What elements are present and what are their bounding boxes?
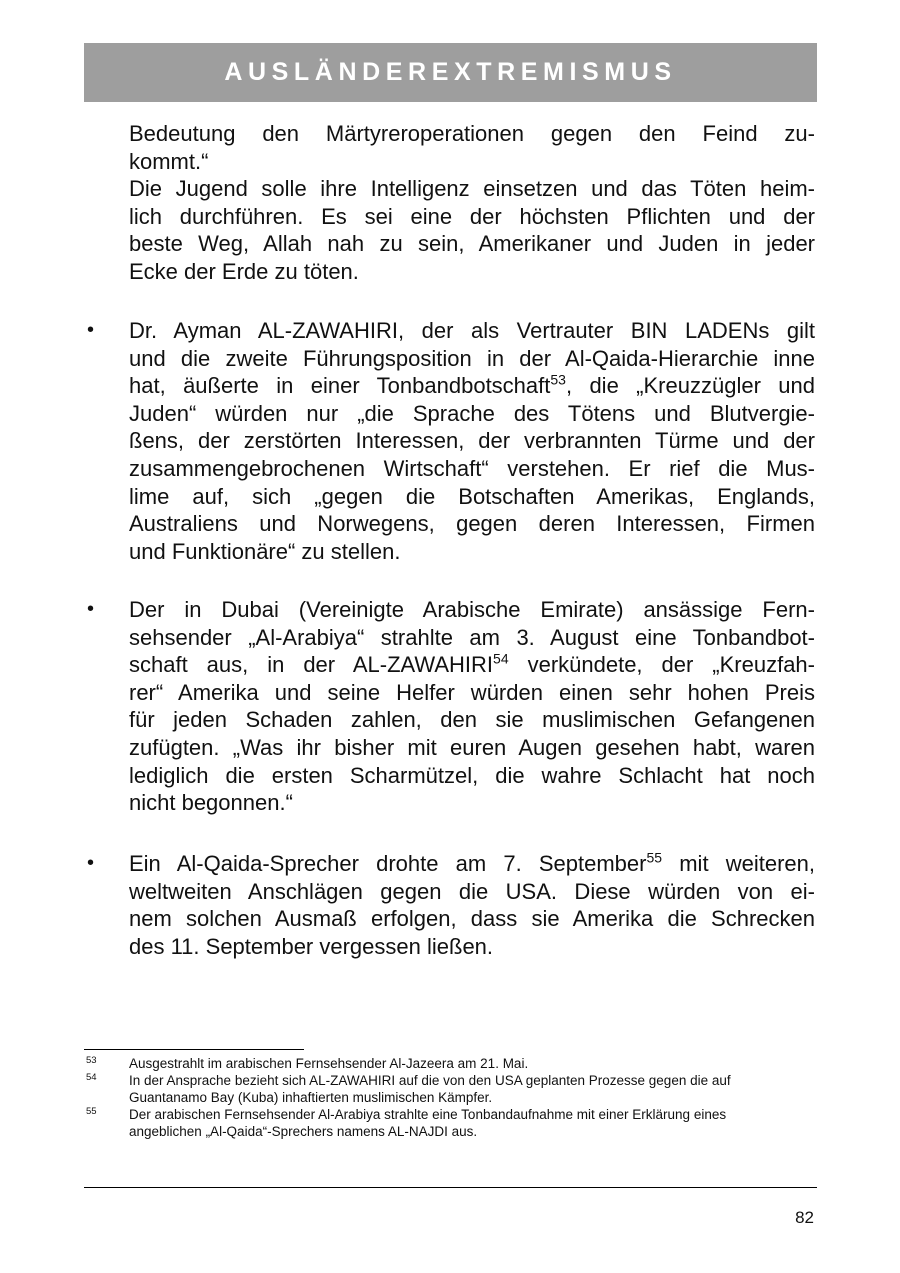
section-header: [84, 43, 817, 102]
bullet-paragraph-zawahiri: [129, 317, 815, 565]
footnote-number: 55: [86, 1106, 97, 1117]
text-line: nem solchen Ausmaß erfolgen, dass sie Amerika die Schrecken: [129, 906, 815, 932]
page-number: 82: [795, 1208, 814, 1227]
text-line: lime auf, sich „gegen die Botschaften Amerikas, Englands,: [129, 483, 815, 509]
bullet-paragraph-spokesman: [129, 850, 815, 960]
text-line: lich durchführen. Es sei eine der höchsten Pflichten und der: [129, 203, 815, 229]
text-line: weltweiten Anschlägen gegen die USA. Diese würden von ei-: [129, 878, 815, 904]
footnote-ref: 55: [646, 849, 663, 866]
text-line: hat, äußerte in einer Tonbandbotschaft$^{53}$, die „Kreuzzügler und: [129, 371, 815, 399]
footnote-text: Guantanamo Bay (Kuba) inhaftierten muslimischen Kämpfer.: [129, 1090, 493, 1105]
text-line: ßens, der zerstörten Interessen, der verbrannten Türme und der: [129, 428, 815, 454]
bullet-marker: •: [87, 598, 95, 620]
footnote-53: [84, 1055, 815, 1072]
text-line: beste Weg, Allah nah zu sein, Amerikaner und Juden in jeder: [129, 231, 815, 257]
footnote-ref: 53: [550, 371, 566, 388]
text-line: Bedeutung den Märtyreroperationen gegen den Feind zu-: [129, 121, 815, 146]
footnote-text: In der Ansprache bezieht sich AL-ZAWAHIRI auf die von den USA geplanten Prozesse gegen die auf: [129, 1073, 731, 1088]
text-line: nicht begonnen.“: [129, 790, 293, 816]
text-line: Der in Dubai (Vereinigte Arabische Emirate) ansässige Fern-: [129, 597, 815, 622]
text-line: für jeden Schaden zahlen, den sie muslimischen Gefangenen: [129, 707, 815, 733]
intro-paragraph: [129, 120, 815, 286]
footnote-text: Ausgestrahlt im arabischen Fernsehsender Al-Jazeera am 21. Mai.: [129, 1056, 529, 1071]
text-line: lediglich die ersten Scharmützel, die wahre Schlacht hat noch: [129, 762, 815, 788]
footnote-text: Der arabischen Fernsehsender Al-Arabiya strahlte eine Tonbandaufnahme mit einer Erklärung eines: [129, 1107, 727, 1122]
text-line: Dr. Ayman AL-ZAWAHIRI, der als Vertrauter BIN LADENs gilt: [129, 318, 815, 343]
text-line: sehsender „Al-Arabiya“ strahlte am 3. August eine Tonbandbot-: [129, 624, 815, 650]
text-line: kommt.“: [129, 148, 209, 174]
text-line: rer“ Amerika und seine Helfer würden einen sehr hohen Preis: [129, 679, 815, 705]
text-line: Australiens und Norwegens, gegen deren Interessen, Firmen: [129, 511, 815, 537]
footnote-divider: [84, 1049, 304, 1050]
text-line: zufügten. „Was ihr bisher mit euren Augen gesehen habt, waren: [129, 734, 815, 760]
section-title: AUSLÄNDEREXTREMISMUS: [224, 58, 677, 86]
footer-divider: [84, 1187, 817, 1188]
footnote-55: [84, 1106, 815, 1140]
text-line: und die zweite Führungsposition in der Al-Qaida-Hierarchie inne: [129, 345, 815, 371]
footnote-54: [84, 1072, 815, 1106]
footnote-number: 54: [86, 1072, 97, 1083]
text-line: Ecke der Erde zu töten.: [129, 258, 359, 284]
text-line: Ein Al-Qaida-Sprecher drohte am 7. September$^{55}$ mit weiteren,: [129, 849, 815, 876]
text-line: Juden“ würden nur „die Sprache des Tötens und Blutvergie-: [129, 400, 815, 426]
text-line: und Funktionäre“ zu stellen.: [129, 538, 401, 564]
footnotes: [84, 1055, 815, 1140]
bullet-marker: •: [87, 319, 95, 341]
footnote-text: angeblichen „Al-Qaida“-Sprechers namens AL-NAJDI aus.: [129, 1124, 478, 1139]
text-line: schaft aus, in der AL-ZAWAHIRI$^{54}$ verkündete, der „Kreuzfah-: [129, 650, 815, 678]
footnote-number: 53: [86, 1055, 97, 1066]
text-line: des 11. September vergessen ließen.: [129, 933, 494, 959]
bullet-paragraph-alarabiya: [129, 596, 815, 817]
footnote-ref: 54: [493, 650, 509, 667]
bullet-marker: •: [87, 852, 95, 874]
text-line: zusammengebrochenen Wirtschaft“ verstehen. Er rief die Mus-: [129, 455, 815, 481]
text-line: Die Jugend solle ihre Intelligenz einsetzen und das Töten heim-: [129, 176, 815, 202]
